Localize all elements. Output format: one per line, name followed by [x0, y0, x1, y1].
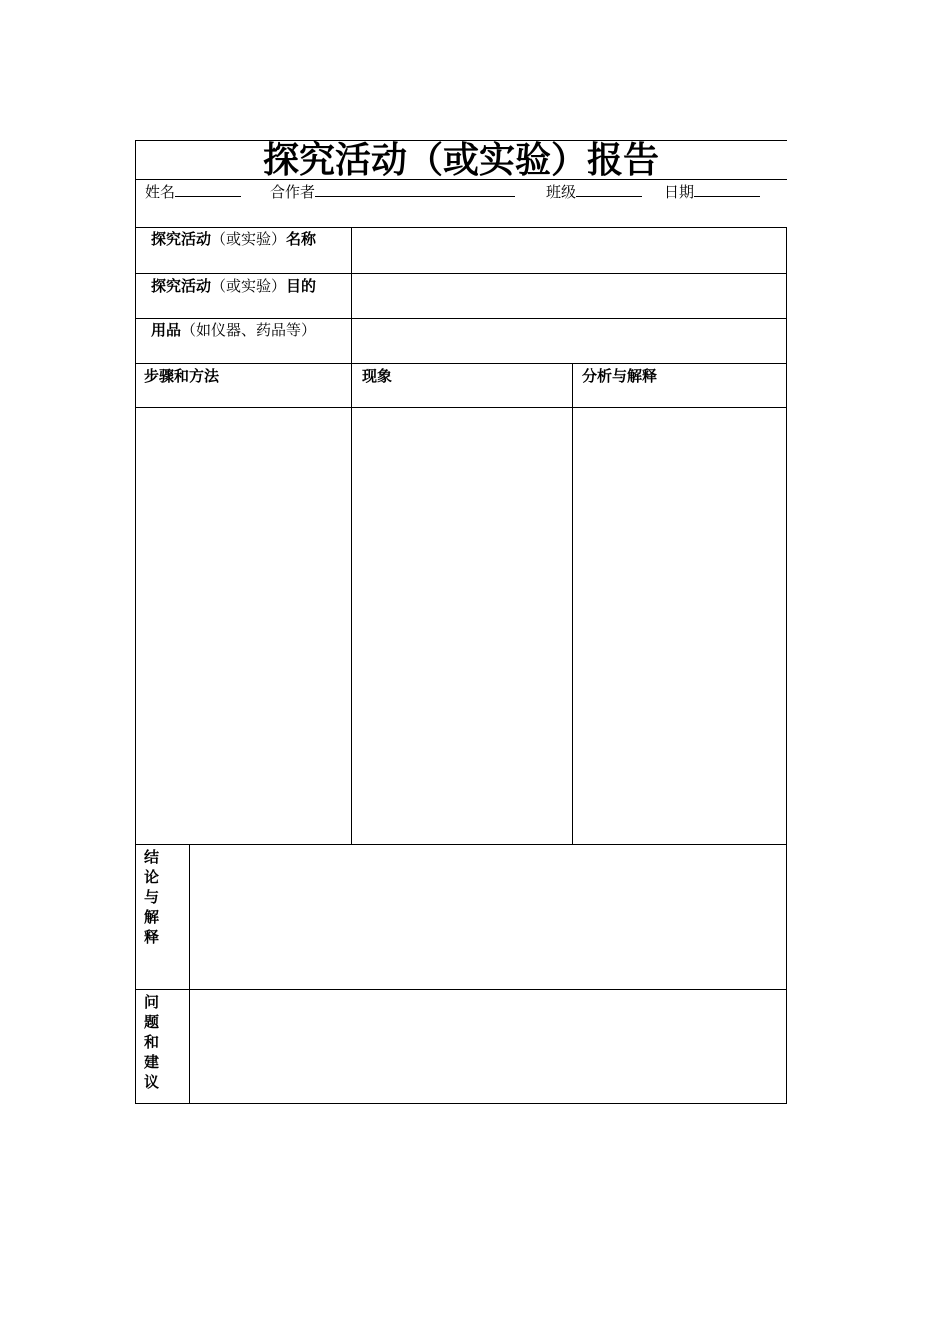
activity-goal-input[interactable]: [352, 274, 786, 318]
activity-name-label: [151, 229, 316, 249]
materials-label: [151, 320, 316, 340]
frame-bottom-line: [135, 1103, 787, 1104]
page-title: 探究活动（或实验）报告: [262, 139, 659, 181]
analysis-header: [582, 366, 657, 386]
row3-bottom-line: [135, 363, 787, 364]
activity-name-input[interactable]: [352, 228, 786, 273]
activity-goal-paren: （或实验）: [211, 277, 287, 295]
activity-goal-label: [151, 276, 316, 296]
activity-goal-bold1: 探究活动: [151, 277, 212, 295]
phenomena-header-text: 现象: [362, 367, 393, 385]
date-field: [664, 182, 760, 202]
analysis-header-text: 分析与解释: [582, 367, 658, 385]
name-label: 姓名: [145, 183, 176, 201]
materials-bold1: 用品: [151, 321, 182, 339]
suggestions-content[interactable]: [190, 990, 786, 1103]
partner-label: 合作者: [270, 183, 316, 201]
title-underline: [135, 179, 787, 180]
frame-right-line-top: [786, 227, 787, 1104]
date-label: 日期: [664, 183, 695, 201]
conclusion-content[interactable]: [190, 845, 786, 989]
activity-name-bold2: 名称: [286, 230, 317, 248]
activity-goal-bold2: 目的: [286, 277, 317, 295]
partner-blank[interactable]: [315, 182, 515, 197]
class-label: 班级: [546, 183, 577, 201]
steps-header: [144, 366, 219, 386]
phenomena-header: [362, 366, 392, 386]
phenomena-content[interactable]: [352, 408, 572, 844]
name-blank[interactable]: [175, 182, 241, 197]
date-blank[interactable]: [694, 182, 760, 197]
steps-content[interactable]: [136, 408, 351, 844]
name-field: [145, 182, 241, 202]
analysis-content[interactable]: [573, 408, 786, 844]
materials-paren: （如仪器、药品等）: [181, 321, 317, 339]
partner-field: [270, 182, 515, 202]
suggestions-label: 问题和建议: [144, 993, 166, 1091]
materials-input[interactable]: [352, 319, 786, 363]
conclusion-label: 结论与解释: [144, 848, 166, 946]
activity-name-bold1: 探究活动: [151, 230, 212, 248]
class-field: [546, 182, 642, 202]
class-blank[interactable]: [576, 182, 642, 197]
steps-header-text: 步骤和方法: [144, 367, 220, 385]
activity-name-paren: （或实验）: [211, 230, 287, 248]
